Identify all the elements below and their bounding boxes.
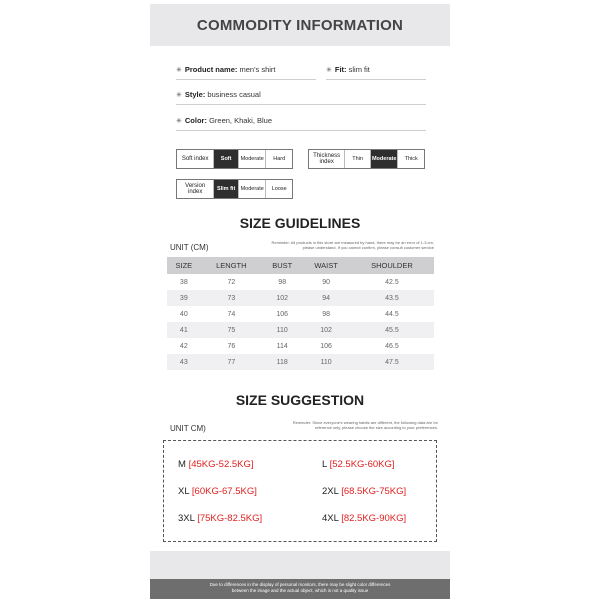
cell-length: 76 [227,342,236,350]
cell-shoulder: 45.5 [350,322,434,338]
suggestion-xl [178,486,257,497]
table-row [167,354,434,370]
header-bust: BUST [262,257,302,274]
cell-shoulder: 43.5 [350,290,434,306]
cell-bust: 98 [278,278,287,286]
cell-waist: 98 [322,310,331,318]
info-fit [326,65,426,80]
suggestion-range: [75KG-82.5KG] [197,513,263,524]
size-guidelines-reminder [228,240,434,250]
cell-bust: 114 [276,342,288,350]
suggestion-4xl [322,513,406,524]
cell-bust: 102 [262,290,302,306]
cell-bust: 118 [262,354,302,370]
footer-disclaimer [150,582,450,594]
size-suggestion-title: SIZE SUGGESTION [235,392,365,408]
cell-size: 40 [179,310,188,318]
table-row [167,274,434,290]
header-shoulder: SHOULDER [350,257,434,274]
header-size: SIZE [167,257,201,274]
cell-shoulder: 47.5 [350,354,434,370]
header-band [150,4,450,46]
star-icon: ✳ [326,67,332,74]
cell-length: 77 [201,354,262,370]
star-icon: ✳ [176,92,182,99]
color-label: Color: [184,116,207,125]
style-label: Style: [184,90,206,99]
cell-size: 38 [179,278,188,286]
header-length: LENGTH [201,257,262,274]
reminder-line1: Reminder: Since everyone's wearing habits are different, the following data are for [292,420,438,425]
reminder-line1: Reminder: All products in this store are measured by hand, there may be an error of 1-3 cm, [271,240,434,245]
cell-length: 73 [201,290,262,306]
table-row [167,290,434,306]
style-value: business casual [207,90,261,99]
suggestion-l [322,459,395,470]
thickness-option-moderate: Moderate [371,150,399,168]
footer-band [150,579,450,599]
fit-value: slim fit [348,65,370,74]
size-table-header [167,257,434,274]
cell-length: 75 [201,322,262,338]
suggestion-2xl [322,486,406,497]
suggestion-range: [60KG-67.5KG] [191,486,257,497]
info-color [176,116,426,131]
product-name-value: men's shirt [239,65,276,74]
thickness-index-label [309,150,345,168]
size-guidelines-unit: UNIT (CM) [170,243,209,252]
suggestion-size: 2XL [322,486,339,497]
info-product-name [176,65,316,80]
cell-length: 74 [227,310,236,318]
version-label-line2: index [188,189,203,195]
table-row [167,338,434,354]
thickness-label-line2: index [319,159,334,165]
soft-option-soft: Soft [214,150,239,168]
table-row [167,322,434,338]
thickness-index [308,149,425,169]
footer-line1: Due to differences in the display of personal monitors, there may be slight color differences [209,582,391,587]
reminder-line2: reference only, please choose the size according to your preferences. [314,425,438,430]
page-title: COMMODITY INFORMATION [196,17,404,34]
suggestion-size: 4XL [322,513,339,524]
size-suggestion-box [163,440,437,542]
cell-length: 72 [227,278,236,286]
cell-bust: 110 [262,322,302,338]
cell-size: 43 [167,354,201,370]
cell-shoulder: 42.5 [385,278,399,286]
cell-size: 42 [179,342,188,350]
thickness-option-thin: Thin [345,150,371,168]
version-label-line1: Version [185,183,206,189]
suggestion-range: [45KG-52.5KG] [188,459,254,470]
suggestion-range: [52.5KG-60KG] [329,459,395,470]
version-index [176,179,293,199]
size-table [167,257,434,370]
color-value: Green, Khaki, Blue [209,116,273,125]
suggestion-range: [68.5KG-75KG] [341,486,407,497]
version-option-moderate: Moderate [239,180,267,198]
star-icon: ✳ [176,118,182,125]
info-style [176,90,426,105]
product-name-label: Product name: [184,65,238,74]
cell-size: 41 [167,322,201,338]
spacer-band [150,551,450,579]
suggestion-size: L [322,459,327,470]
size-guidelines-title: SIZE GUIDELINES [239,215,361,231]
fit-label: Fit: [334,65,347,74]
cell-waist: 110 [302,354,349,370]
size-suggestion-reminder [228,420,438,430]
version-index-label [177,180,214,198]
reminder-line2: please understand. If you cannot confirm, please consult customer service [302,245,434,250]
suggestion-size: 3XL [178,513,195,524]
cell-bust: 106 [276,310,289,318]
cell-waist: 94 [302,290,349,306]
soft-option-moderate: Moderate [239,150,267,168]
header-waist: WAIST [302,257,349,274]
cell-waist: 106 [320,342,332,350]
version-option-loose: Loose [271,186,287,192]
version-option-slim-fit: Slim fit [214,180,239,198]
cell-shoulder: 44.5 [385,310,399,318]
soft-index-label: Soft index [177,150,214,168]
thickness-label-line1: Thickness [313,153,341,159]
soft-option-hard: Hard [273,156,286,162]
footer-line2: between the image and the actual object, which is not a quality issue [231,588,369,593]
cell-waist: 90 [322,278,331,286]
soft-index [176,149,293,169]
thickness-option-thick: Thick [404,156,418,162]
size-suggestion-unit: UNIT CM) [170,424,206,433]
star-icon: ✳ [176,67,182,74]
table-row [167,306,434,322]
suggestion-size: XL [178,486,190,497]
product-detail-page [150,4,450,596]
cell-waist: 102 [302,322,349,338]
suggestion-3xl [178,513,262,524]
suggestion-size: M [178,459,186,470]
suggestion-range: [82.5KG-90KG] [341,513,407,524]
cell-shoulder: 46.5 [385,342,399,350]
cell-size: 39 [167,290,201,306]
suggestion-m [178,459,254,470]
